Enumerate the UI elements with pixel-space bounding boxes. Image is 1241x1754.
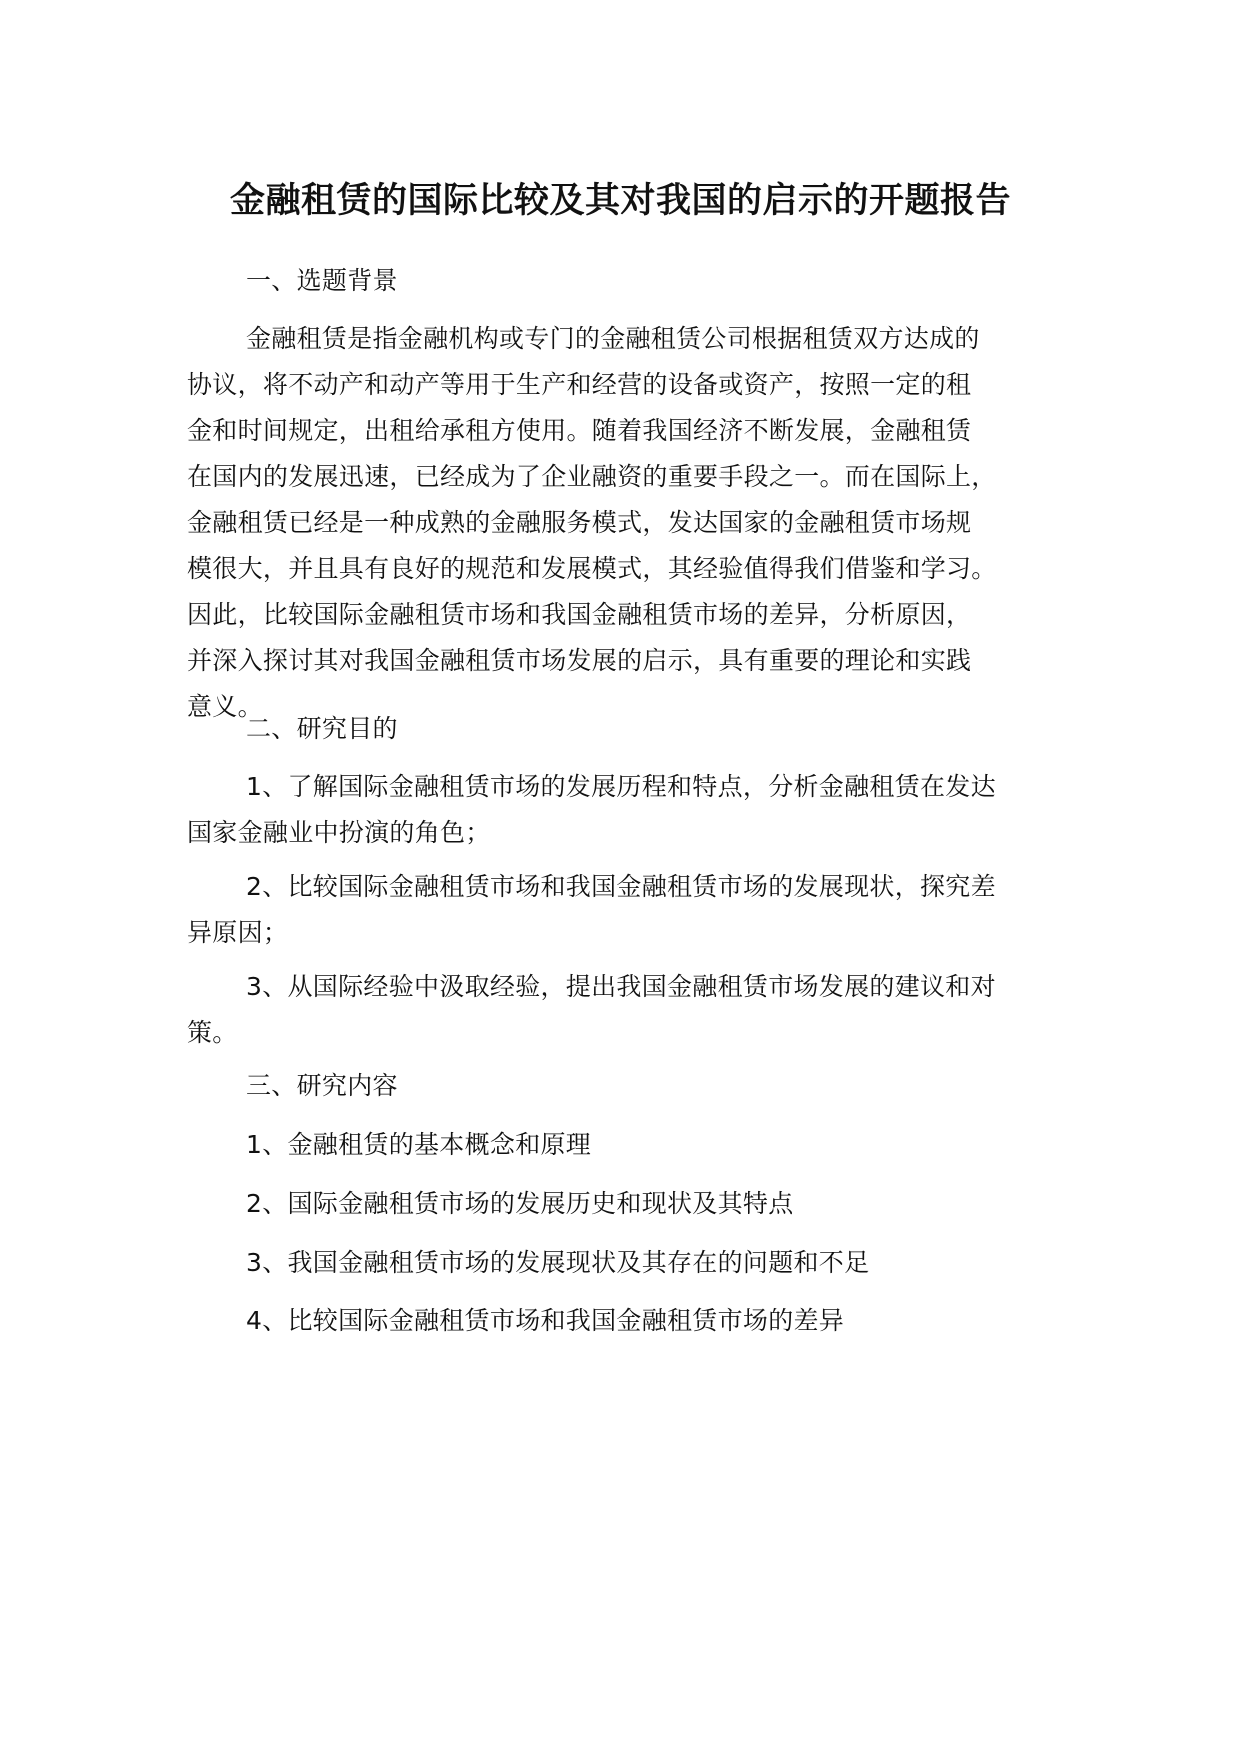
item-line: 1、了解国际金融租赁市场的发展历程和特点，分析金融租赁在发达 (246, 772, 996, 801)
paragraph-line: 并深入探讨其对我国金融租赁市场发展的启示，具有重要的理论和实践 (187, 646, 972, 675)
paragraph-line: 模很大，并且具有良好的规范和发展模式，其经验值得我们借鉴和学习。 (187, 554, 997, 583)
paragraph-line: 金融租赁是指金融机构或专门的金融租赁公司根据租赁双方达成的 (246, 324, 980, 353)
content-item-2: 2、国际金融租赁市场的发展历史和现状及其特点 (246, 1189, 794, 1218)
background-paragraph (187, 316, 1057, 730)
paragraph-line: 金和时间规定，出租给承租方使用。随着我国经济不断发展，金融租赁 (187, 416, 972, 445)
item-line: 策。 (187, 1018, 238, 1047)
document-title: 金融租赁的国际比较及其对我国的启示的开题报告 (229, 181, 1011, 221)
content-item-1: 1、金融租赁的基本概念和原理 (246, 1130, 592, 1159)
paragraph-line: 金融租赁已经是一种成熟的金融服务模式，发达国家的金融租赁市场规 (187, 508, 972, 537)
objective-item-3 (187, 964, 1057, 1056)
item-line: 国家金融业中扮演的角色； (187, 818, 491, 847)
section-heading-objectives: 二、研究目的 (246, 714, 398, 743)
paragraph-line: 在国内的发展迅速，已经成为了企业融资的重要手段之一。而在国际上， (187, 462, 997, 491)
item-line: 2、比较国际金融租赁市场和我国金融租赁市场的发展现状，探究差 (246, 872, 996, 901)
item-line: 异原因； (187, 918, 289, 947)
paragraph-line: 因此，比较国际金融租赁市场和我国金融租赁市场的差异，分析原因， (187, 600, 972, 629)
section-heading-background: 一、选题背景 (246, 266, 398, 295)
content-item-3: 3、我国金融租赁市场的发展现状及其存在的问题和不足 (246, 1248, 870, 1277)
paragraph-line: 意义。 (187, 692, 263, 721)
item-line: 3、从国际经验中汲取经验，提出我国金融租赁市场发展的建议和对 (246, 972, 996, 1001)
section-heading-content: 三、研究内容 (246, 1071, 398, 1100)
content-item-4: 4、比较国际金融租赁市场和我国金融租赁市场的差异 (246, 1306, 845, 1335)
objective-item-2 (187, 864, 1057, 956)
objective-item-1 (187, 764, 1057, 856)
paragraph-line: 协议，将不动产和动产等用于生产和经营的设备或资产，按照一定的租 (187, 370, 972, 399)
